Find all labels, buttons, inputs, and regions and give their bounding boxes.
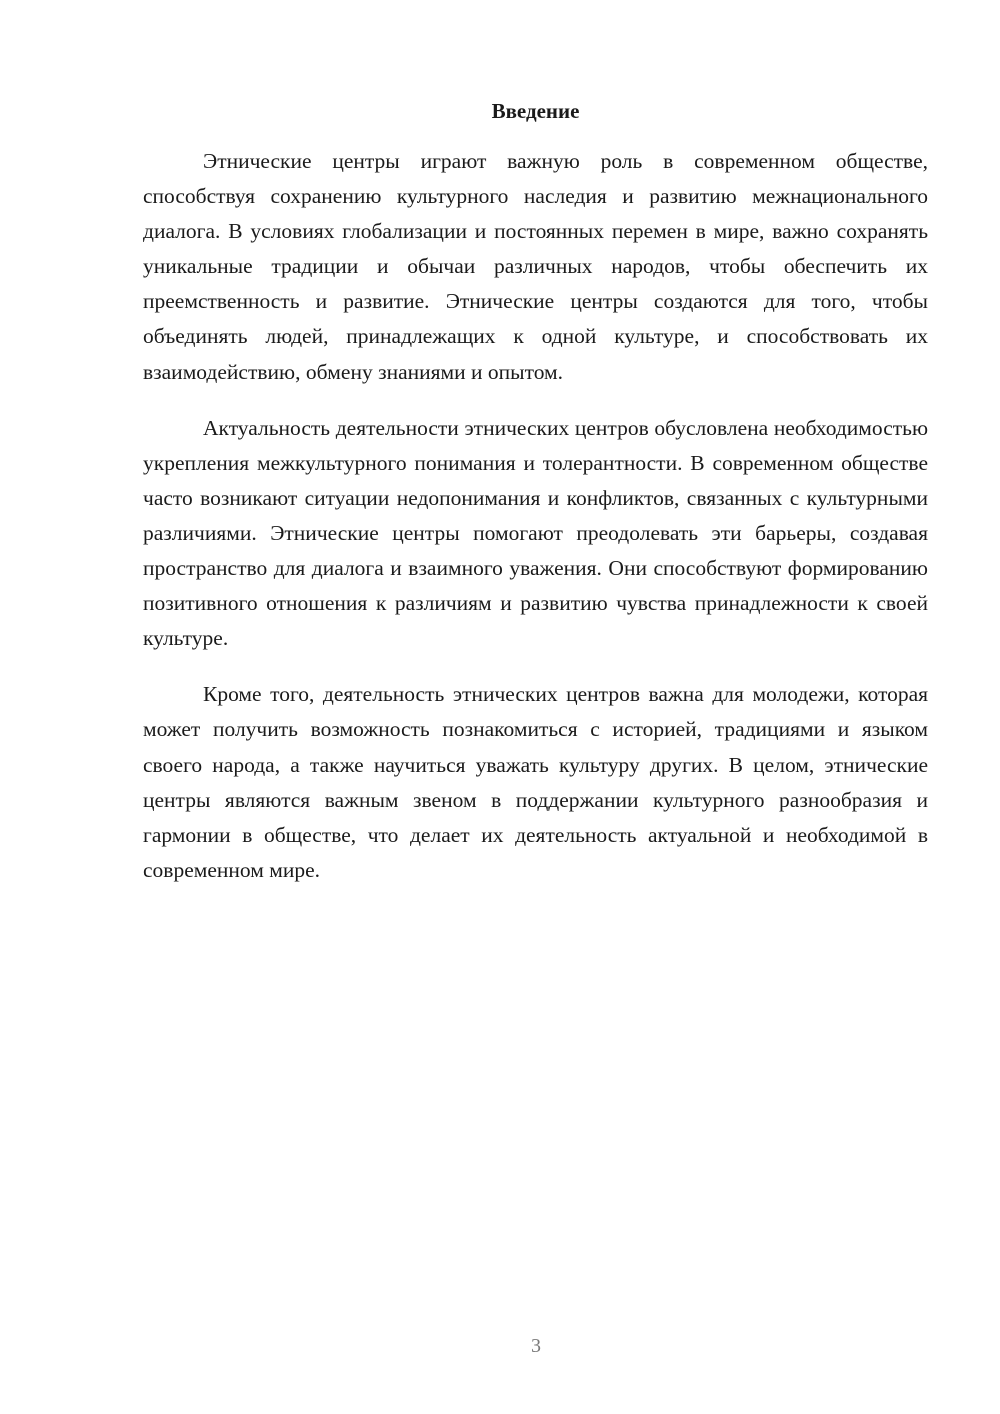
section-title: Введение — [491, 99, 580, 123]
paragraph-3: Кроме того, деятельность этнических центров важна для молодежи, которая может получить возможность познакомиться с историей, традициями и языком своего народа, а также научиться уважать культуру других. В целом, этнические центры являются важным звеном в поддержании культурного разнообразия и гармонии в обществе, что делает их деятельность актуальной и необходимой в современном мире. — [143, 682, 928, 882]
page-content — [143, 96, 928, 888]
paragraph-2: Актуальность деятельности этнических центров обусловлена необходимостью укрепления межкультурного понимания и толерантности. В современном обществе часто возникают ситуации недопонимания и конфликтов, связанных с культурными различиями. Этнические центры помогают преодолевать эти барьеры, создавая пространство для диалога и взаимного уважения. Они способствуют формированию позитивного отношения к различиям и развитию чувства принадлежности к своей культуре. — [143, 415, 928, 651]
page-number: 3 — [531, 1335, 541, 1357]
paragraph-1: Этнические центры играют важную роль в современном обществе, способствуя сохранению культурного наследия и развитию межнационального диалога. В условиях глобализации и постоянных перемен в мире, важно сохранять уникальные традиции и обычаи различных народов, чтобы обеспечить их преемственность и развитие. Этнические центры создаются для того, чтобы объединять людей, принадлежащих к одной культуре, и способствовать их взаимодействию, обмену знаниями и опытом. — [143, 149, 928, 384]
